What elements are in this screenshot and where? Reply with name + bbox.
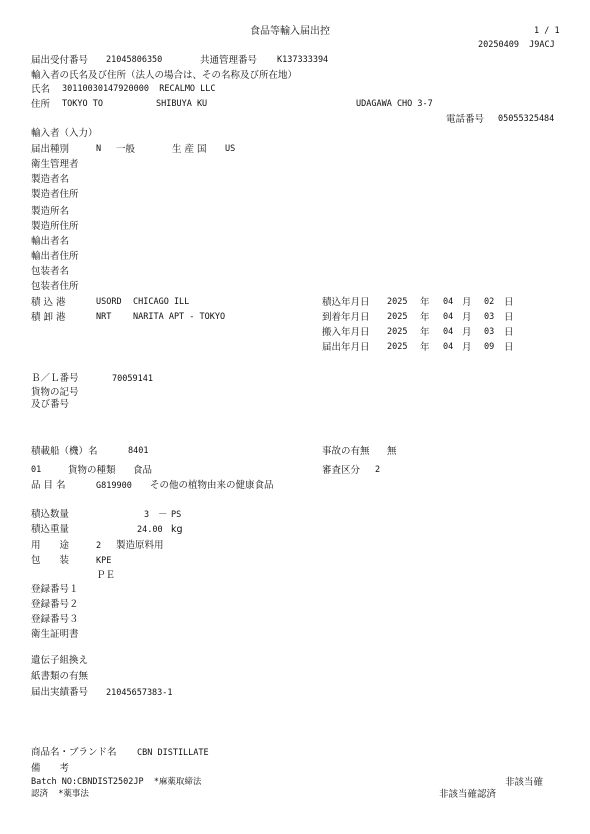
- blank-label: 輸出者名: [31, 236, 70, 247]
- blank-label: 輸出者住所: [31, 251, 79, 262]
- date-day: 02: [484, 297, 495, 307]
- packing-label: 包 装: [31, 555, 70, 566]
- phone-number: 05055325484: [498, 114, 555, 124]
- registration-label: 登録番号１: [31, 584, 79, 595]
- month-char: 月: [462, 297, 472, 308]
- date-day: 09: [484, 342, 495, 352]
- use-text: 製造原料用: [116, 540, 164, 551]
- product-name: その他の植物由来の健康食品: [150, 480, 274, 491]
- product-code: G819900: [96, 481, 132, 491]
- blank-label: 包装者住所: [31, 281, 79, 292]
- notification-type-text: 一般: [116, 144, 136, 155]
- cargo-type-value: 食品: [133, 465, 153, 476]
- date-year: 2025: [387, 327, 408, 337]
- date-day: 03: [484, 312, 495, 322]
- year-char: 年: [420, 342, 430, 353]
- notification-type-code: N: [96, 144, 102, 154]
- quantity-dash: －: [158, 509, 168, 520]
- vessel-number: 8401: [128, 446, 149, 456]
- year-char: 年: [420, 327, 430, 338]
- blank-label: 製造者名: [31, 174, 70, 185]
- blank-label: 製造所住所: [31, 221, 79, 232]
- date-label: 届出年月日: [322, 342, 370, 353]
- year-char: 年: [420, 312, 430, 323]
- unloading-port-name: NARITA APT - TOKYO: [133, 312, 226, 322]
- date-day: 03: [484, 327, 495, 337]
- importer-input-heading: 輸入者（入力）: [31, 128, 98, 139]
- day-char: 日: [504, 297, 514, 308]
- bl-number: 70059141: [112, 374, 153, 384]
- origin-value: US: [225, 144, 236, 154]
- quantity-value: 3: [144, 510, 150, 520]
- health-certificate-label: 衛生証明書: [31, 629, 79, 640]
- weight-unit: kg: [171, 524, 183, 535]
- date-month: 04: [443, 342, 454, 352]
- name-value: 30110030147920000 RECALMO LLC: [62, 84, 216, 94]
- accident-value: 無: [387, 446, 397, 457]
- receipt-number: 21045806350: [106, 55, 163, 65]
- address-label: 住所: [31, 99, 51, 110]
- registration-label: 登録番号３: [31, 614, 79, 625]
- common-mgmt-label: 共通管理番号: [200, 55, 258, 66]
- document-title: 食品等輸入届出控: [250, 26, 330, 37]
- year-char: 年: [420, 297, 430, 308]
- address-line-1: TOKYO TO: [62, 99, 103, 109]
- remarks-label: 備 考: [31, 763, 70, 774]
- item-number: 01: [31, 465, 42, 475]
- record-number: 21045657383-1: [106, 688, 173, 698]
- packing-text: ＰＥ: [96, 570, 116, 581]
- brand-label: 商品名・ブランド名: [31, 747, 117, 758]
- gmo-label: 遺伝子組換え: [31, 655, 89, 666]
- address-line-3: UDAGAWA CHO 3-7: [356, 99, 433, 109]
- month-char: 月: [462, 342, 472, 353]
- date-year: 2025: [387, 297, 408, 307]
- quantity-label: 積込数量: [31, 509, 70, 520]
- date-label: 積込年月日: [322, 297, 370, 308]
- cargo-mark-label-2: 及び番号: [31, 399, 70, 410]
- notification-type-label: 届出種別: [31, 144, 70, 155]
- use-label: 用 途: [31, 540, 70, 551]
- weight-value: 24.00: [137, 525, 163, 535]
- inspection-value: 2: [375, 465, 381, 475]
- blank-label: 包装者名: [31, 266, 70, 277]
- date-label: 到着年月日: [322, 312, 370, 323]
- record-label: 届出実績番号: [31, 687, 89, 698]
- remarks-line-2: 認済 *薬事法: [31, 789, 89, 799]
- papers-label: 紙書類の有無: [31, 671, 89, 682]
- date-code: 20250409 J9ACJ: [478, 40, 555, 50]
- date-month: 04: [443, 327, 454, 337]
- accident-label: 事故の有無: [322, 446, 370, 457]
- date-label: 搬入年月日: [322, 327, 370, 338]
- cargo-type-label: 貨物の種類: [68, 465, 116, 476]
- month-char: 月: [462, 312, 472, 323]
- date-year: 2025: [387, 342, 408, 352]
- address-line-2: SHIBUYA KU: [156, 99, 208, 109]
- day-char: 日: [504, 327, 514, 338]
- cargo-mark-label: 貨物の記号: [31, 387, 79, 398]
- remarks-right-1: 非該当確: [505, 777, 544, 788]
- brand-value: CBN DISTILLATE: [137, 748, 209, 758]
- product-label: 品 目 名: [31, 480, 66, 491]
- unloading-port-code: NRT: [96, 312, 112, 322]
- origin-label: 生 産 国: [172, 144, 207, 155]
- use-code: 2: [96, 541, 102, 551]
- quantity-unit: PS: [171, 510, 182, 520]
- common-mgmt-number: K137333394: [277, 55, 329, 65]
- remarks-line-1: Batch NO:CBNDIST2502JP *麻薬取締法: [31, 777, 202, 787]
- remarks-right-2: 非該当確認済: [439, 789, 497, 800]
- phone-label: 電話番号: [446, 114, 485, 125]
- vessel-label: 積載船（機）名: [31, 446, 98, 457]
- weight-label: 積込重量: [31, 524, 70, 535]
- loading-port-label: 積 込 港: [31, 297, 66, 308]
- inspection-label: 審査区分: [322, 465, 361, 476]
- day-char: 日: [504, 342, 514, 353]
- page-number: 1 / 1: [534, 26, 560, 36]
- date-month: 04: [443, 297, 454, 307]
- importer-heading: 輸入者の氏名及び住所（法人の場合は、その名称及び所在地）: [31, 70, 298, 81]
- blank-label: 製造所名: [31, 206, 70, 217]
- blank-label: 製造者住所: [31, 189, 79, 200]
- packing-code: KPE: [96, 556, 112, 566]
- day-char: 日: [504, 312, 514, 323]
- date-year: 2025: [387, 312, 408, 322]
- name-label: 氏名: [31, 84, 51, 95]
- registration-label: 登録番号２: [31, 599, 79, 610]
- loading-port-code: USORD: [96, 297, 122, 307]
- month-char: 月: [462, 327, 472, 338]
- loading-port-name: CHICAGO ILL: [133, 297, 190, 307]
- date-month: 04: [443, 312, 454, 322]
- blank-label: 衛生管理者: [31, 159, 79, 170]
- receipt-label: 届出受付番号: [31, 55, 89, 66]
- bl-label: Ｂ／Ｌ番号: [31, 373, 79, 384]
- unloading-port-label: 積 卸 港: [31, 312, 66, 323]
